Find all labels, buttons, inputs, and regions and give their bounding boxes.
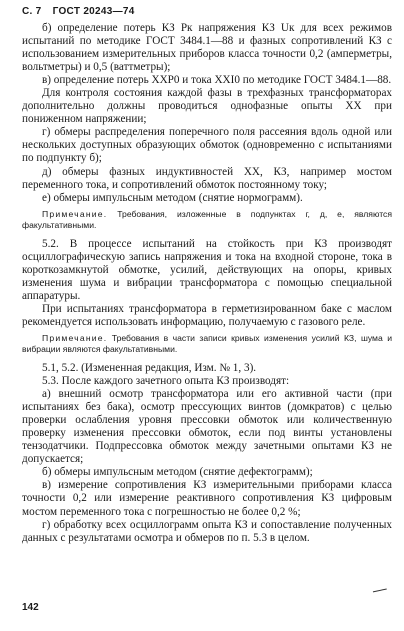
page-label: С. 7 (22, 6, 42, 17)
paragraph-5-2: 5.2. В процессе испытаний на стойкость при КЗ производят осциллографическую запись напряжения и тока на входной стороне, тока в короткозамкнутой обмотке, усилий, действующих на опоры, кривых изменения шума и вибрации трансформатора с помощью специальной аппаратуры. (22, 237, 392, 302)
paragraph-5-3: 5.3. После каждого зачетного опыта КЗ производят: (42, 375, 290, 388)
paragraph-g-field: г) обмеры распределения поперечного поля рассеяния вдоль одной или нескольких доступных образующих обмоток (одновременно с испытаниями по подпункту б); (22, 126, 392, 165)
paragraph-a-inspection: а) внешний осмотр трансформатора или его активной части (при испытаниях без бака), осмотр прессующих винтов (домкратов) с целью проверки ослабления уровня прессовки обмоток или количественную проверку изменения прессовки обмоток, если под винты установлены тензодатчики. Подпрессовка обмоток между зачетными опытами КЗ не допускается; (22, 388, 392, 466)
paragraph-e-impulse: е) обмеры импульсным методом (снятие нормограмм). (42, 191, 303, 204)
page-header (22, 6, 392, 22)
note-recording (22, 333, 392, 355)
standard-code: ГОСТ 20243—74 (52, 6, 135, 17)
document-page (22, 6, 392, 545)
paragraph-phase-control: Для контроля состояния каждой фазы в трехфазных трансформаторах дополнительно должны проводиться однофазные опыты XX при пониженном напряжении; (22, 87, 392, 126)
page-number: 142 (22, 602, 39, 613)
paragraph-b-losses: б) определение потерь КЗ Pк напряжения КЗ Uк для всех режимов испытаний по методике ГОСТ 3484.1—88 и фазных сопротивлений КЗ с использованием измерительных приборов класса точности 0,2 (амперметры, вольтметры) и 0,5 (ваттметры); (22, 22, 392, 74)
paragraph-g-oscillograms: г) обработку всех осциллограмм опыта КЗ и сопоставление полученных данных с результатами осмотра и обмеров по п. 5.3 в целом. (22, 518, 392, 544)
note-optional-items (22, 209, 392, 231)
paragraph-b-defectograms: б) обмеры импульсным методом (снятие дефектограмм); (42, 466, 313, 479)
paragraph-gas-relay: При испытаниях трансформатора в герметизированном баке с маслом рекомендуется использовать информацию, получаемую с газового реле. (22, 302, 392, 328)
pen-mark (371, 581, 387, 593)
note-text: Требования в части записи кривых изменения усилий КЗ, шума и вибрации являются факультативными. (22, 332, 392, 354)
paragraph-d-inductance: д) обмеры фазных индуктивностей XX, КЗ, например мостом переменного тока, и сопротивлений обмоток постоянному току; (22, 165, 392, 191)
paragraph-v-no-load: в) определение потерь XXP0 и тока XXI0 по методике ГОСТ 3484.1—88. (42, 74, 392, 87)
paragraph-v-resistance: в) измерение сопротивления КЗ измерительными приборами класса точности 0,2 или измерение реактивного сопротивления КЗ цифровым мостом переменного тока с погрешностью не более 0,2 %; (22, 479, 392, 518)
note-lead: Примечание. (42, 332, 108, 343)
note-lead: Примечание. (42, 208, 108, 219)
note-text: Требования, изложенные в подпунктах г, д, е, являются факультативными. (22, 208, 392, 230)
amendment-note: 5.1, 5.2. (Измененная редакция, Изм. № 1, 3). (42, 361, 257, 374)
